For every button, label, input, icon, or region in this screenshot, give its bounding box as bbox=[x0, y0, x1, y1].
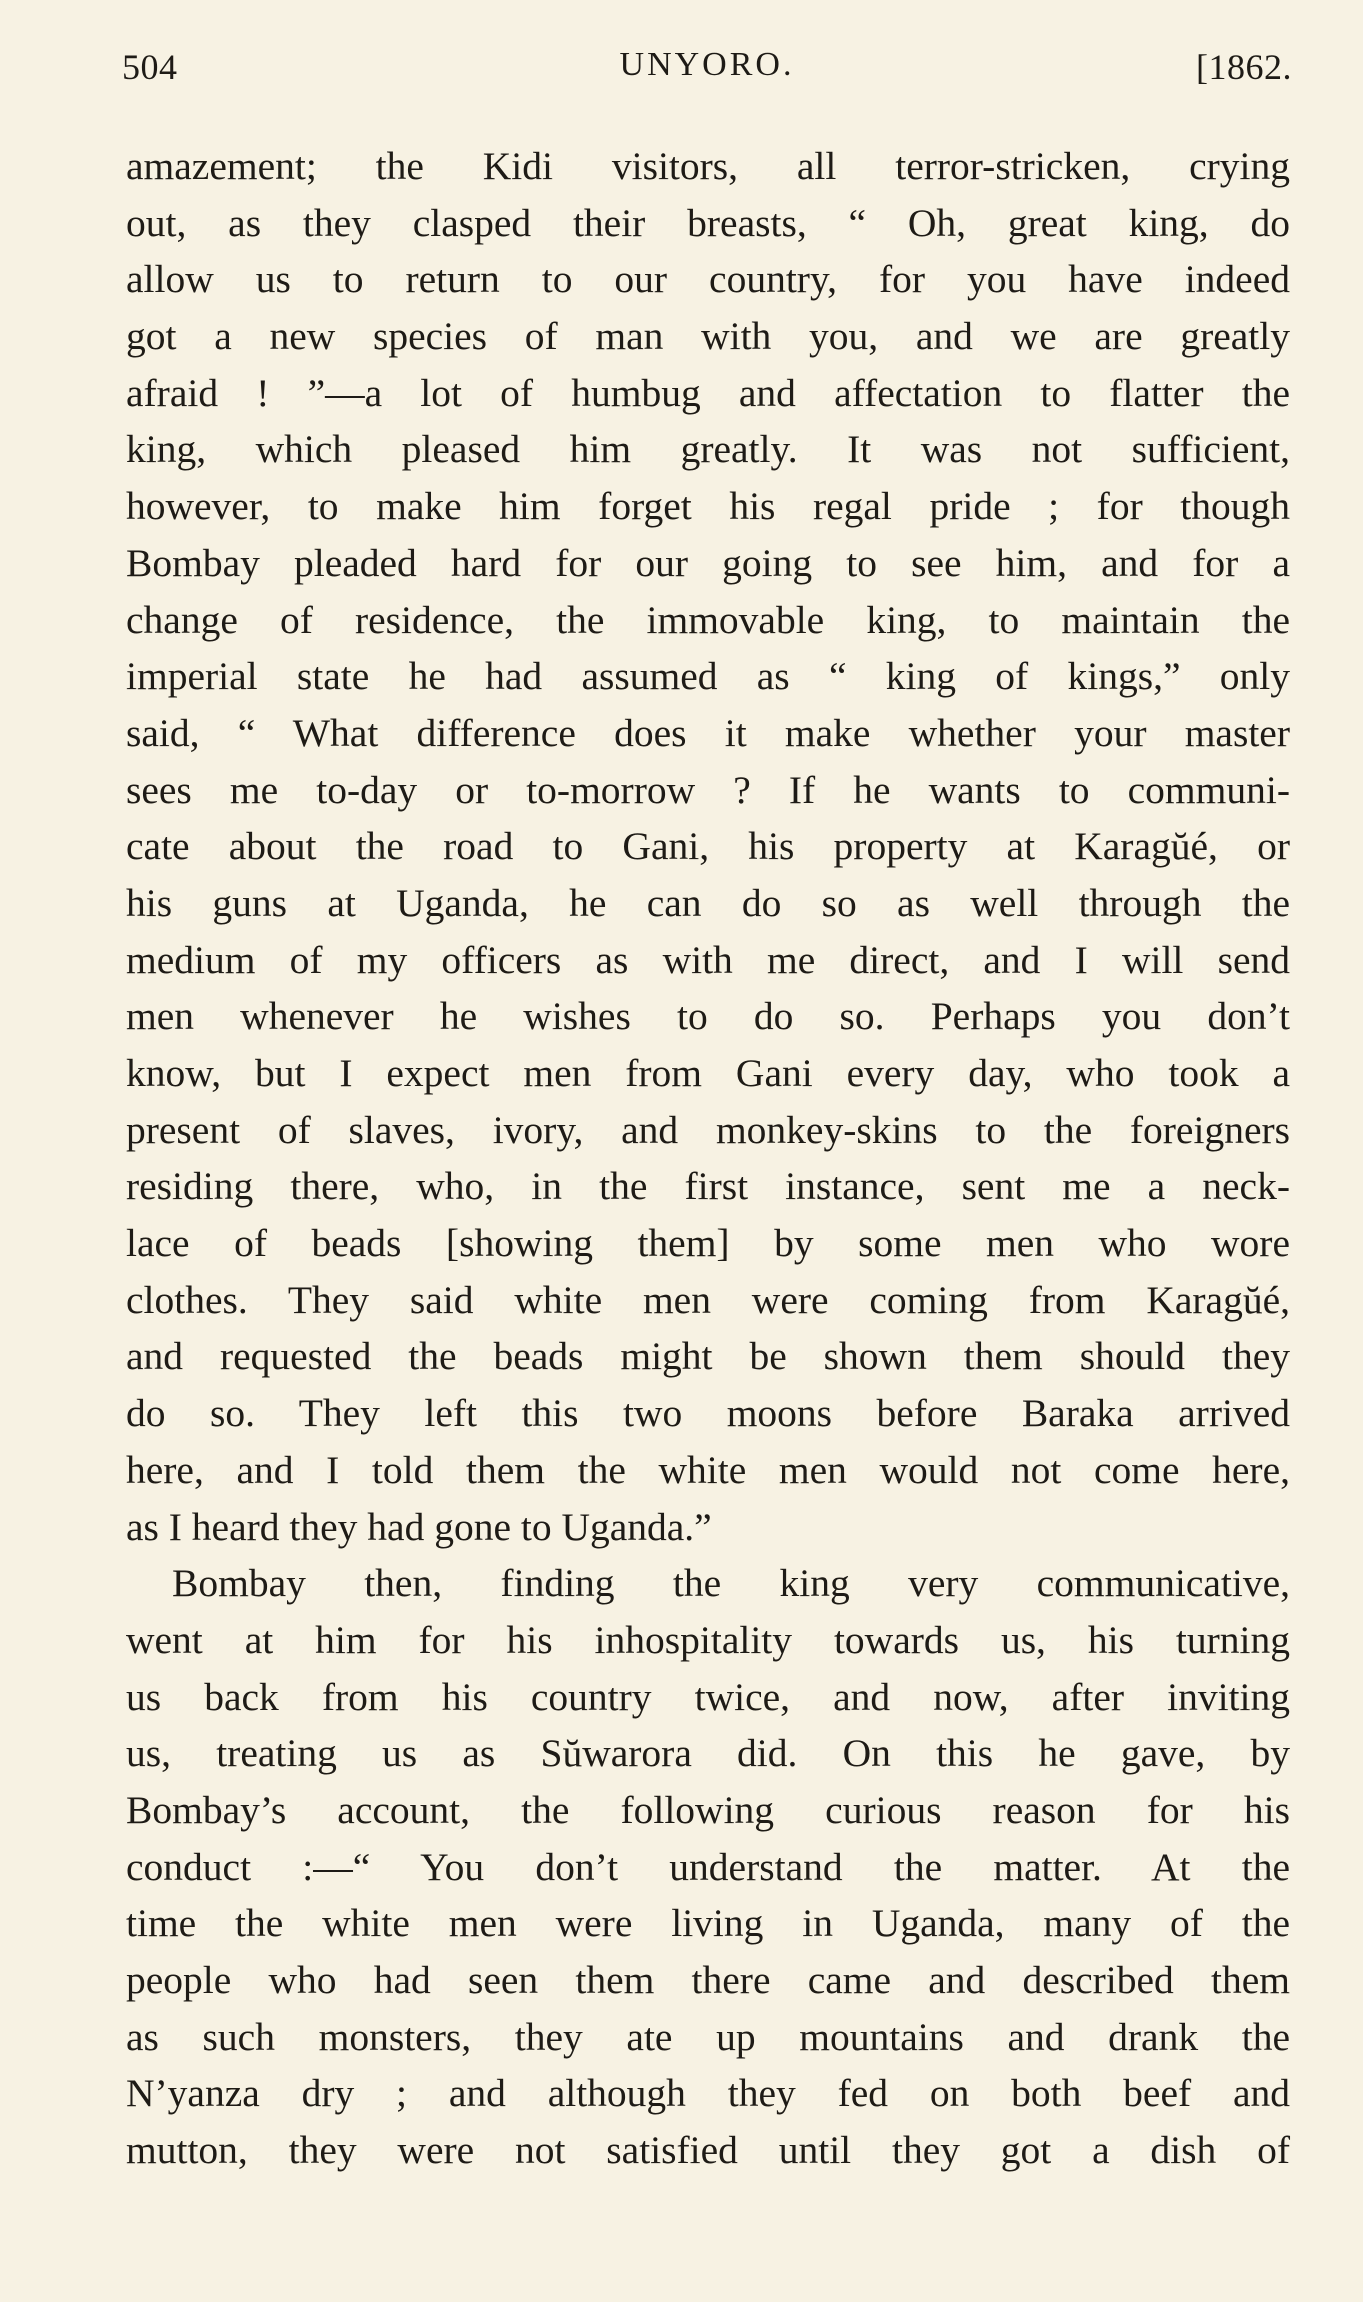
text-line: medium of my officers as with me direct, and I will send bbox=[126, 937, 1290, 982]
text-line: went at him for his inhospitality towards us, his turning bbox=[126, 1617, 1290, 1662]
text-line: know, but I expect men from Gani every day, who took a bbox=[126, 1051, 1290, 1095]
text-line: Bombay pleaded hard for our going to see him, and for a bbox=[126, 540, 1290, 585]
text-line: mutton, they were not satisfied until they got a dish of bbox=[126, 2128, 1290, 2173]
text-line: afraid ! ”—a lot of humbug and affectation to flatter the bbox=[126, 370, 1290, 415]
text-line: sees me to-day or to-morrow ? If he wants to communi- bbox=[126, 767, 1290, 812]
text-line: imperial state he had assumed as “ king of kings,” only bbox=[126, 654, 1290, 699]
running-title: UNYORO. bbox=[619, 46, 795, 83]
text-line: us, treating us as Sŭwarora did. On this he gave, by bbox=[126, 1731, 1290, 1776]
text-line: king, which pleased him greatly. It was not sufficient, bbox=[126, 427, 1290, 472]
body-text bbox=[126, 138, 1290, 2179]
text-line: conduct :—“ You don’t understand the matter. At the bbox=[126, 1844, 1290, 1889]
text-line: us back from his country twice, and now, after inviting bbox=[126, 1674, 1290, 1719]
text-line: got a new species of man with you, and we are greatly bbox=[126, 314, 1290, 359]
text-line: do so. They left this two moons before Baraka arrived bbox=[126, 1391, 1290, 1436]
text-line: present of slaves, ivory, and monkey-skins to the foreigners bbox=[126, 1107, 1290, 1152]
header-year: [1862. bbox=[1196, 47, 1292, 87]
text-line: his guns at Uganda, he can do so as well through the bbox=[126, 880, 1290, 925]
text-line: however, to make him forget his regal pride ; for though bbox=[126, 484, 1290, 529]
text-line: Bombay’s account, the following curious reason for his bbox=[126, 1787, 1290, 1832]
text-line: amazement; the Kidi visitors, all terror-stricken, crying bbox=[126, 144, 1290, 188]
running-header bbox=[122, 46, 1292, 98]
text-line: allow us to return to our country, for you have indeed bbox=[126, 257, 1290, 302]
text-line: men whenever he wishes to do so. Perhaps you don’t bbox=[126, 994, 1290, 1039]
text-line: N’yanza dry ; and although they fed on both beef and bbox=[126, 2071, 1290, 2116]
text-line: lace of beads [showing them] by some men who wore bbox=[126, 1221, 1290, 1266]
text-line: time the white men were living in Uganda, many of the bbox=[126, 1901, 1290, 1946]
text-line: people who had seen them there came and described them bbox=[126, 1958, 1290, 2002]
page-number: 504 bbox=[122, 47, 178, 87]
text-line: said, “ What difference does it make whether your master bbox=[126, 710, 1290, 755]
text-line: and requested the beads might be shown them should they bbox=[126, 1334, 1290, 1379]
paragraph-end-line: as I heard they had gone to Uganda.” bbox=[126, 1504, 712, 1549]
paragraph-start-line: Bombay then, finding the king very communicative, bbox=[172, 1561, 1290, 1606]
text-line: here, and I told them the white men would not come here, bbox=[126, 1447, 1290, 1492]
text-line: cate about the road to Gani, his property at Karagŭé, or bbox=[126, 824, 1290, 869]
text-line: change of residence, the immovable king, to maintain the bbox=[126, 597, 1290, 642]
text-line: as such monsters, they ate up mountains and drank the bbox=[126, 2014, 1290, 2059]
text-line: residing there, who, in the first instance, sent me a neck- bbox=[126, 1164, 1290, 1209]
text-line: out, as they clasped their breasts, “ Oh, great king, do bbox=[126, 200, 1290, 245]
text-line: clothes. They said white men were coming from Karagŭé, bbox=[126, 1277, 1290, 1322]
